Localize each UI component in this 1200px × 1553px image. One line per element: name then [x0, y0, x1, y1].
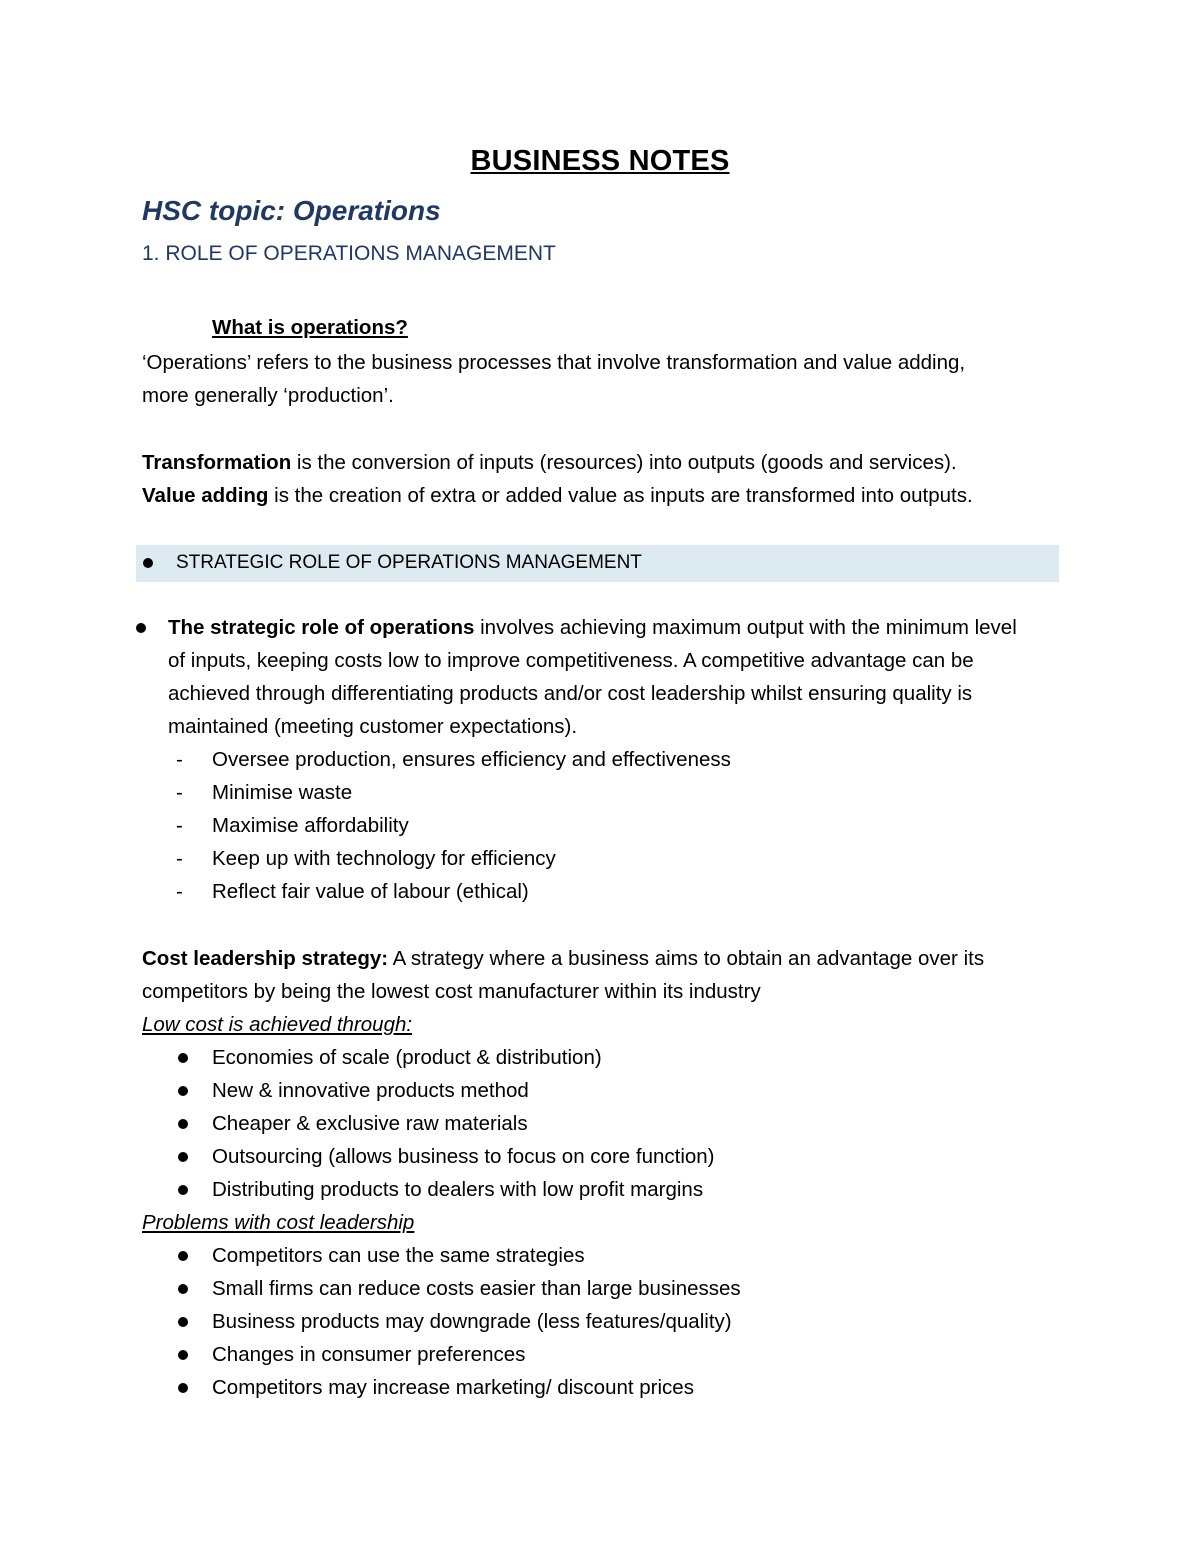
- strategic-paragraph-line-3: achieved through differentiating products and/or cost leadership whilst ensuring quality is: [168, 682, 973, 705]
- bullet-icon: [178, 1119, 188, 1129]
- transformation-term: Transformation: [142, 451, 292, 474]
- dash-marker: -: [176, 781, 183, 804]
- problem-item: Small firms can reduce costs easier than large businesses: [212, 1277, 741, 1300]
- low-cost-item: Economies of scale (product & distribution): [212, 1046, 602, 1069]
- operations-definition-line-1: ‘Operations’ refers to the business processes that involve transformation and value adding,: [142, 351, 966, 374]
- dash-marker: -: [176, 847, 183, 870]
- value-adding-definition: [142, 479, 973, 512]
- document-title: BUSINESS NOTES: [470, 145, 730, 177]
- strategic-point: Reflect fair value of labour (ethical): [212, 880, 529, 903]
- low-cost-item: Outsourcing (allows business to focus on core function): [212, 1145, 715, 1168]
- strategic-point: Maximise affordability: [212, 814, 409, 837]
- strategic-line-1-text: involves achieving maximum output with the minimum level: [474, 616, 1017, 639]
- transformation-text: is the conversion of inputs (resources) into outputs (goods and services).: [291, 451, 957, 474]
- dash-marker: -: [176, 814, 183, 837]
- problem-item: Competitors can use the same strategies: [212, 1244, 585, 1267]
- strategic-point: Keep up with technology for efficiency: [212, 847, 556, 870]
- bullet-icon: [136, 623, 146, 633]
- cost-leadership-line-1: [142, 942, 984, 975]
- bullet-icon: [178, 1317, 188, 1327]
- low-cost-item: Cheaper & exclusive raw materials: [212, 1112, 528, 1135]
- strategic-heading: STRATEGIC ROLE OF OPERATIONS MANAGEMENT: [176, 552, 642, 573]
- value-adding-term: Value adding: [142, 484, 269, 507]
- low-cost-item: Distributing products to dealers with low profit margins: [212, 1178, 704, 1201]
- strategic-paragraph-line-1: [168, 611, 1017, 644]
- cost-leadership-term: Cost leadership strategy:: [142, 947, 389, 970]
- problem-item: Competitors may increase marketing/ discount prices: [212, 1376, 694, 1399]
- problem-item: Business products may downgrade (less features/quality): [212, 1310, 732, 1333]
- bullet-icon: [178, 1251, 188, 1261]
- value-adding-text: is the creation of extra or added value as inputs are transformed into outputs.: [268, 484, 973, 507]
- cost-leadership-line-2: competitors by being the lowest cost manufacturer within its industry: [142, 980, 761, 1003]
- bullet-icon: [178, 1284, 188, 1294]
- strategic-paragraph-line-4: maintained (meeting customer expectations).: [168, 715, 578, 738]
- bullet-icon: [178, 1383, 188, 1393]
- strategic-point: Minimise waste: [212, 781, 353, 804]
- strategic-term: The strategic role of operations: [168, 616, 475, 639]
- what-is-heading: What is operations?: [212, 316, 408, 339]
- problems-heading: Problems with cost leadership: [142, 1211, 415, 1234]
- bullet-icon: [143, 558, 153, 568]
- bullet-icon: [178, 1185, 188, 1195]
- operations-definition-line-2: more generally ‘production’.: [142, 384, 394, 407]
- cost-leadership-text: A strategy where a business aims to obtain an advantage over its: [388, 947, 985, 970]
- transformation-definition: [142, 446, 957, 479]
- dash-marker: -: [176, 748, 183, 771]
- dash-marker: -: [176, 880, 183, 903]
- bullet-icon: [178, 1086, 188, 1096]
- topic-subtitle: HSC topic: Operations: [142, 195, 441, 226]
- bullet-icon: [178, 1152, 188, 1162]
- problem-item: Changes in consumer preferences: [212, 1343, 526, 1366]
- bullet-icon: [178, 1053, 188, 1063]
- bullet-icon: [178, 1350, 188, 1360]
- low-cost-heading: Low cost is achieved through:: [142, 1013, 413, 1036]
- strategic-point: Oversee production, ensures efficiency and effectiveness: [212, 748, 731, 771]
- low-cost-item: New & innovative products method: [212, 1079, 529, 1102]
- strategic-paragraph-line-2: of inputs, keeping costs low to improve competitiveness. A competitive advantage can be: [168, 649, 974, 672]
- section-heading: 1. ROLE OF OPERATIONS MANAGEMENT: [142, 242, 556, 265]
